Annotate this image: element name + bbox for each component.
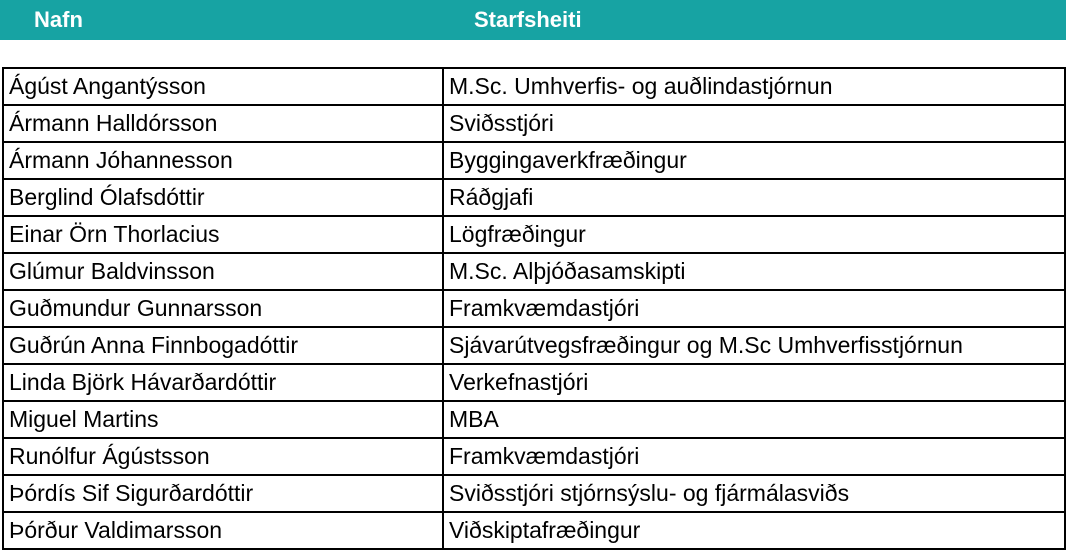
table-row [3,475,1065,512]
name-cell: Þórdís Sif Sigurðardóttir [3,475,443,512]
column-header-name: Nafn [34,7,83,32]
job-title-cell: Sviðsstjóri [443,105,1065,142]
table-row [3,401,1065,438]
name-cell: Guðrún Anna Finnbogadóttir [3,327,443,364]
name-cell: Einar Örn Thorlacius [3,216,443,253]
job-title-cell: Ráðgjafi [443,179,1065,216]
name-cell: Guðmundur Gunnarsson [3,290,443,327]
job-title-cell: MBA [443,401,1065,438]
table-row [3,105,1065,142]
table-row [3,142,1065,179]
table-row [3,364,1065,401]
job-title-cell: Viðskiptafræðingur [443,512,1065,549]
name-cell: Glúmur Baldvinsson [3,253,443,290]
column-header-job-title: Starfsheiti [474,7,582,32]
table-row [3,253,1065,290]
job-title-cell: Verkefnastjóri [443,364,1065,401]
job-title-cell: M.Sc. Umhverfis- og auðlindastjórnun [443,68,1065,105]
table-row [3,179,1065,216]
name-cell: Linda Björk Hávarðardóttir [3,364,443,401]
table-row [3,290,1065,327]
table-row [3,438,1065,475]
job-title-cell: Lögfræðingur [443,216,1065,253]
table-row [3,68,1065,105]
job-title-cell: Framkvæmdastjóri [443,290,1065,327]
name-cell: Þórður Valdimarsson [3,512,443,549]
table-row [3,512,1065,549]
name-cell: Runólfur Ágústsson [3,438,443,475]
name-cell: Berglind Ólafsdóttir [3,179,443,216]
job-title-cell: M.Sc. Alþjóðasamskipti [443,253,1065,290]
job-title-cell: Byggingaverkfræðingur [443,142,1065,179]
job-title-cell: Sviðsstjóri stjórnsýslu- og fjármálasviðs [443,475,1065,512]
table-header-bar [0,0,1066,40]
table-row [3,327,1065,364]
job-title-cell: Framkvæmdastjóri [443,438,1065,475]
name-cell: Ármann Halldórsson [3,105,443,142]
name-cell: Ármann Jóhannesson [3,142,443,179]
name-cell: Miguel Martins [3,401,443,438]
job-title-cell: Sjávarútvegsfræðingur og M.Sc Umhverfisstjórnun [443,327,1065,364]
staff-table [2,67,1066,550]
name-cell: Ágúst Angantýsson [3,68,443,105]
table-row [3,216,1065,253]
